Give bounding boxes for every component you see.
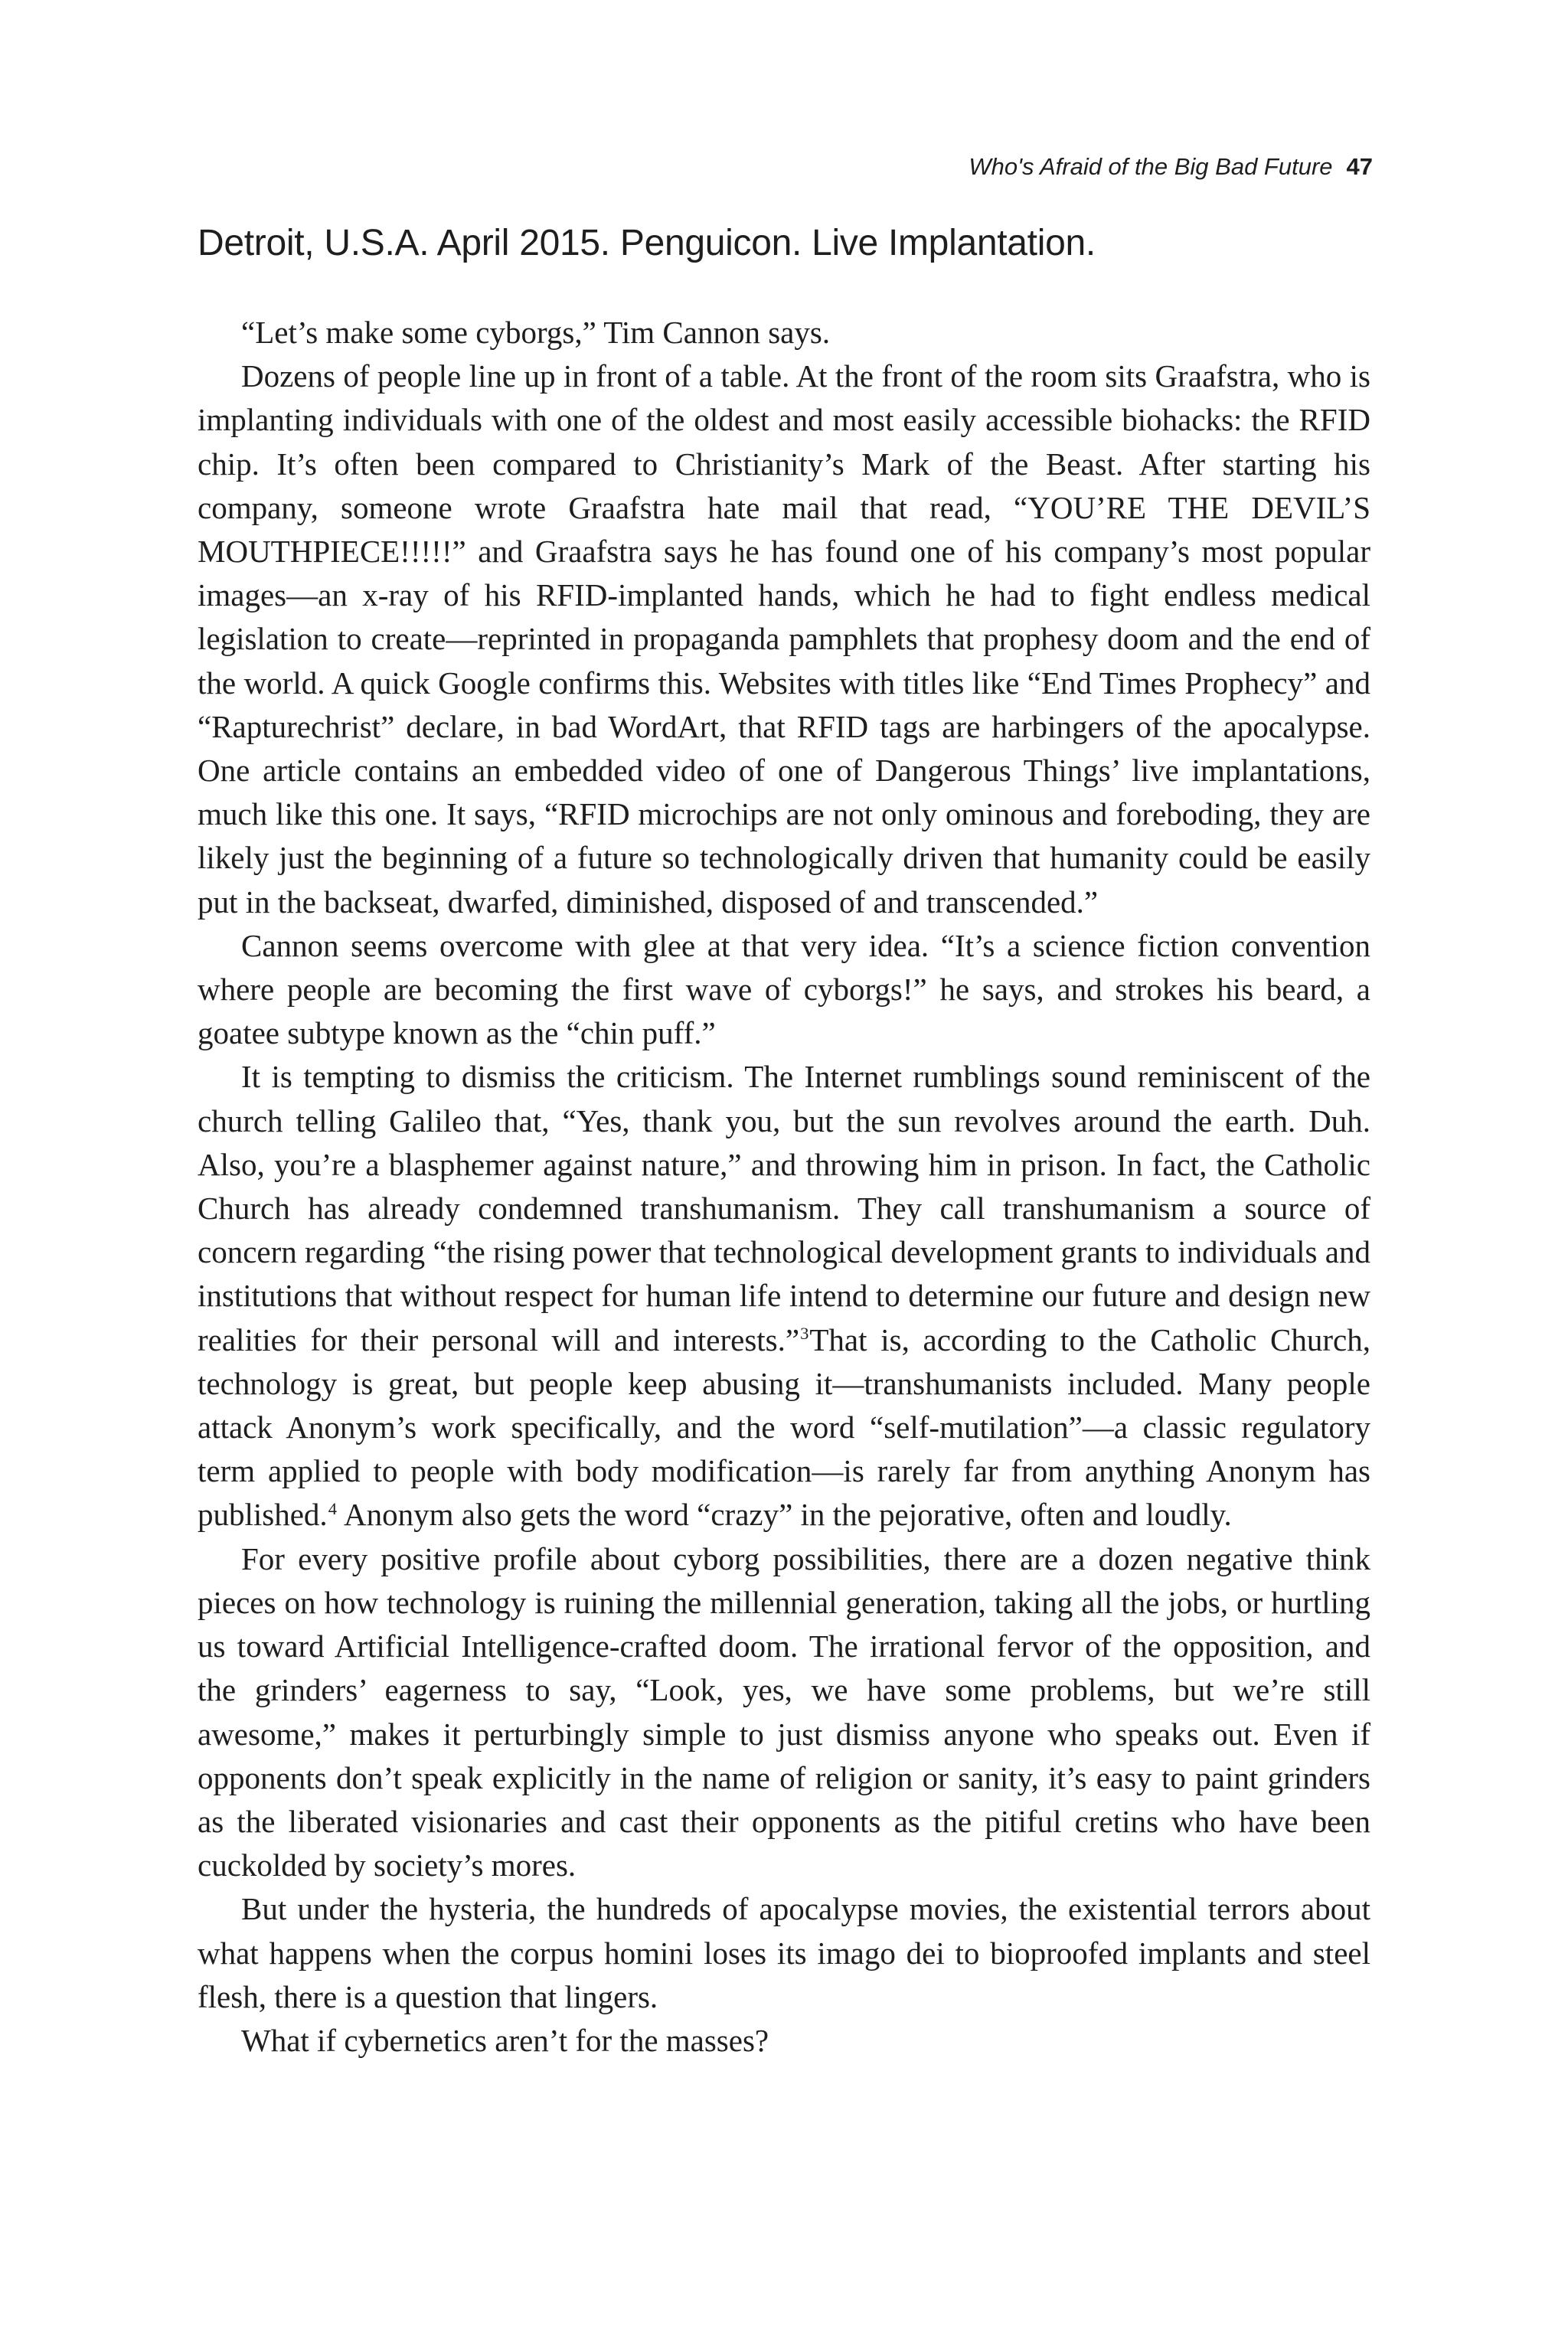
footnote-reference: 4 <box>328 1498 337 1518</box>
paragraph-text: That is, according to the Catholic Church, technology is great, but people keep abusing it—transhumanists included. Many people attack Anonym’s work specifically, and the word “self-mutilation”—a classic regulatory term applied to people with body modification—is rarely far from anything Anonym has published. <box>198 1321 1370 1533</box>
paragraph-text: Anonym also gets the word “crazy” in the pejorative, often and loudly. <box>337 1497 1232 1533</box>
section-heading: Detroit, U.S.A. April 2015. Penguicon. Live Implantation. <box>198 223 1096 263</box>
paragraph: For every positive profile about cyborg possibilities, there are a dozen negative think pieces on how technology is ruining the millennial generation, taking all the jobs, or hurtling us toward Artificial Intelligence-crafted doom. The irrational fervor of the opposition, and the grinders’ eagerness to say, “Look, yes, we have some problems, but we’re still awesome,” makes it perturbingly simple to just dismiss anyone who speaks out. Even if opponents don’t speak explicitly in the name of religion or sanity, it’s easy to paint grinders as the liberated visionaries and cast their opponents as the pitiful cretins who have been cuckolded by society’s mores. <box>198 1540 1370 1883</box>
paragraph <box>198 1055 1370 1537</box>
page-number: 47 <box>1346 153 1373 180</box>
running-title: Who's Afraid of the Big Bad Future <box>969 153 1333 180</box>
paragraph: Cannon seems overcome with glee at that very idea. “It’s a science fiction convention where people are becoming the first wave of cyborgs!” he says, and strokes his beard, a goatee subtype known as the “chin puff.” <box>198 927 1370 1051</box>
footnote-reference: 3 <box>800 1324 809 1344</box>
paragraph-text: It is tempting to dismiss the criticism. The Internet rumblings sound reminiscent of the church telling Galileo that, “Yes, thank you, but the sun revolves around the earth. Duh. Also, you’re a blasphemer against nature,” and throwing him in prison. In fact, the Catholic Church has already condemned transhumanism. They call transhumanism a source of concern regarding “the rising power that technological development grants to individuals and institutions that without respect for human life intend to determine our future and design new realities for their personal will and interests.” <box>198 1059 1370 1357</box>
paragraph: “Let’s make some cyborgs,” Tim Cannon says. <box>241 315 831 350</box>
paragraph: But under the hysteria, the hundreds of apocalypse movies, the existential terrors about what happens when the corpus homini loses its imago dei to bioproofed implants and steel flesh, there is a question that lingers. <box>198 1891 1370 2014</box>
body-text <box>198 311 1370 2063</box>
paragraph: What if cybernetics aren’t for the masses? <box>241 2022 769 2058</box>
running-header <box>969 152 1373 182</box>
paragraph: Dozens of people line up in front of a table. At the front of the room sits Graafstra, who is implanting individuals with one of the oldest and most easily accessible biohacks: the RFID chip. It’s often been compared to Christianity’s Mark of the Beast. After starting his company, someone wrote Graafstra hate mail that read, “YOU’RE THE DEVIL’S MOUTHPIECE!!!!!” and Graafstra says he has found one of his company’s most popular images—an x-ray of his RFID-implanted hands, which he had to fight endless medical legislation to create—reprinted in propaganda pamphlets that prophesy doom and the end of the world. A quick Google confirms this. Websites with titles like “End Times Prophecy” and “Rapturechrist” declare, in bad WordArt, that RFID tags are harbingers of the apocalypse. One article contains an embedded video of one of Dangerous Things’ live implantations, much like this one. It says, “RFID microchips are not only ominous and foreboding, they are likely just the beginning of a future so technologically driven that humanity could be easily put in the backseat, dwarfed, diminished, disposed of and transcended.” <box>198 358 1370 920</box>
